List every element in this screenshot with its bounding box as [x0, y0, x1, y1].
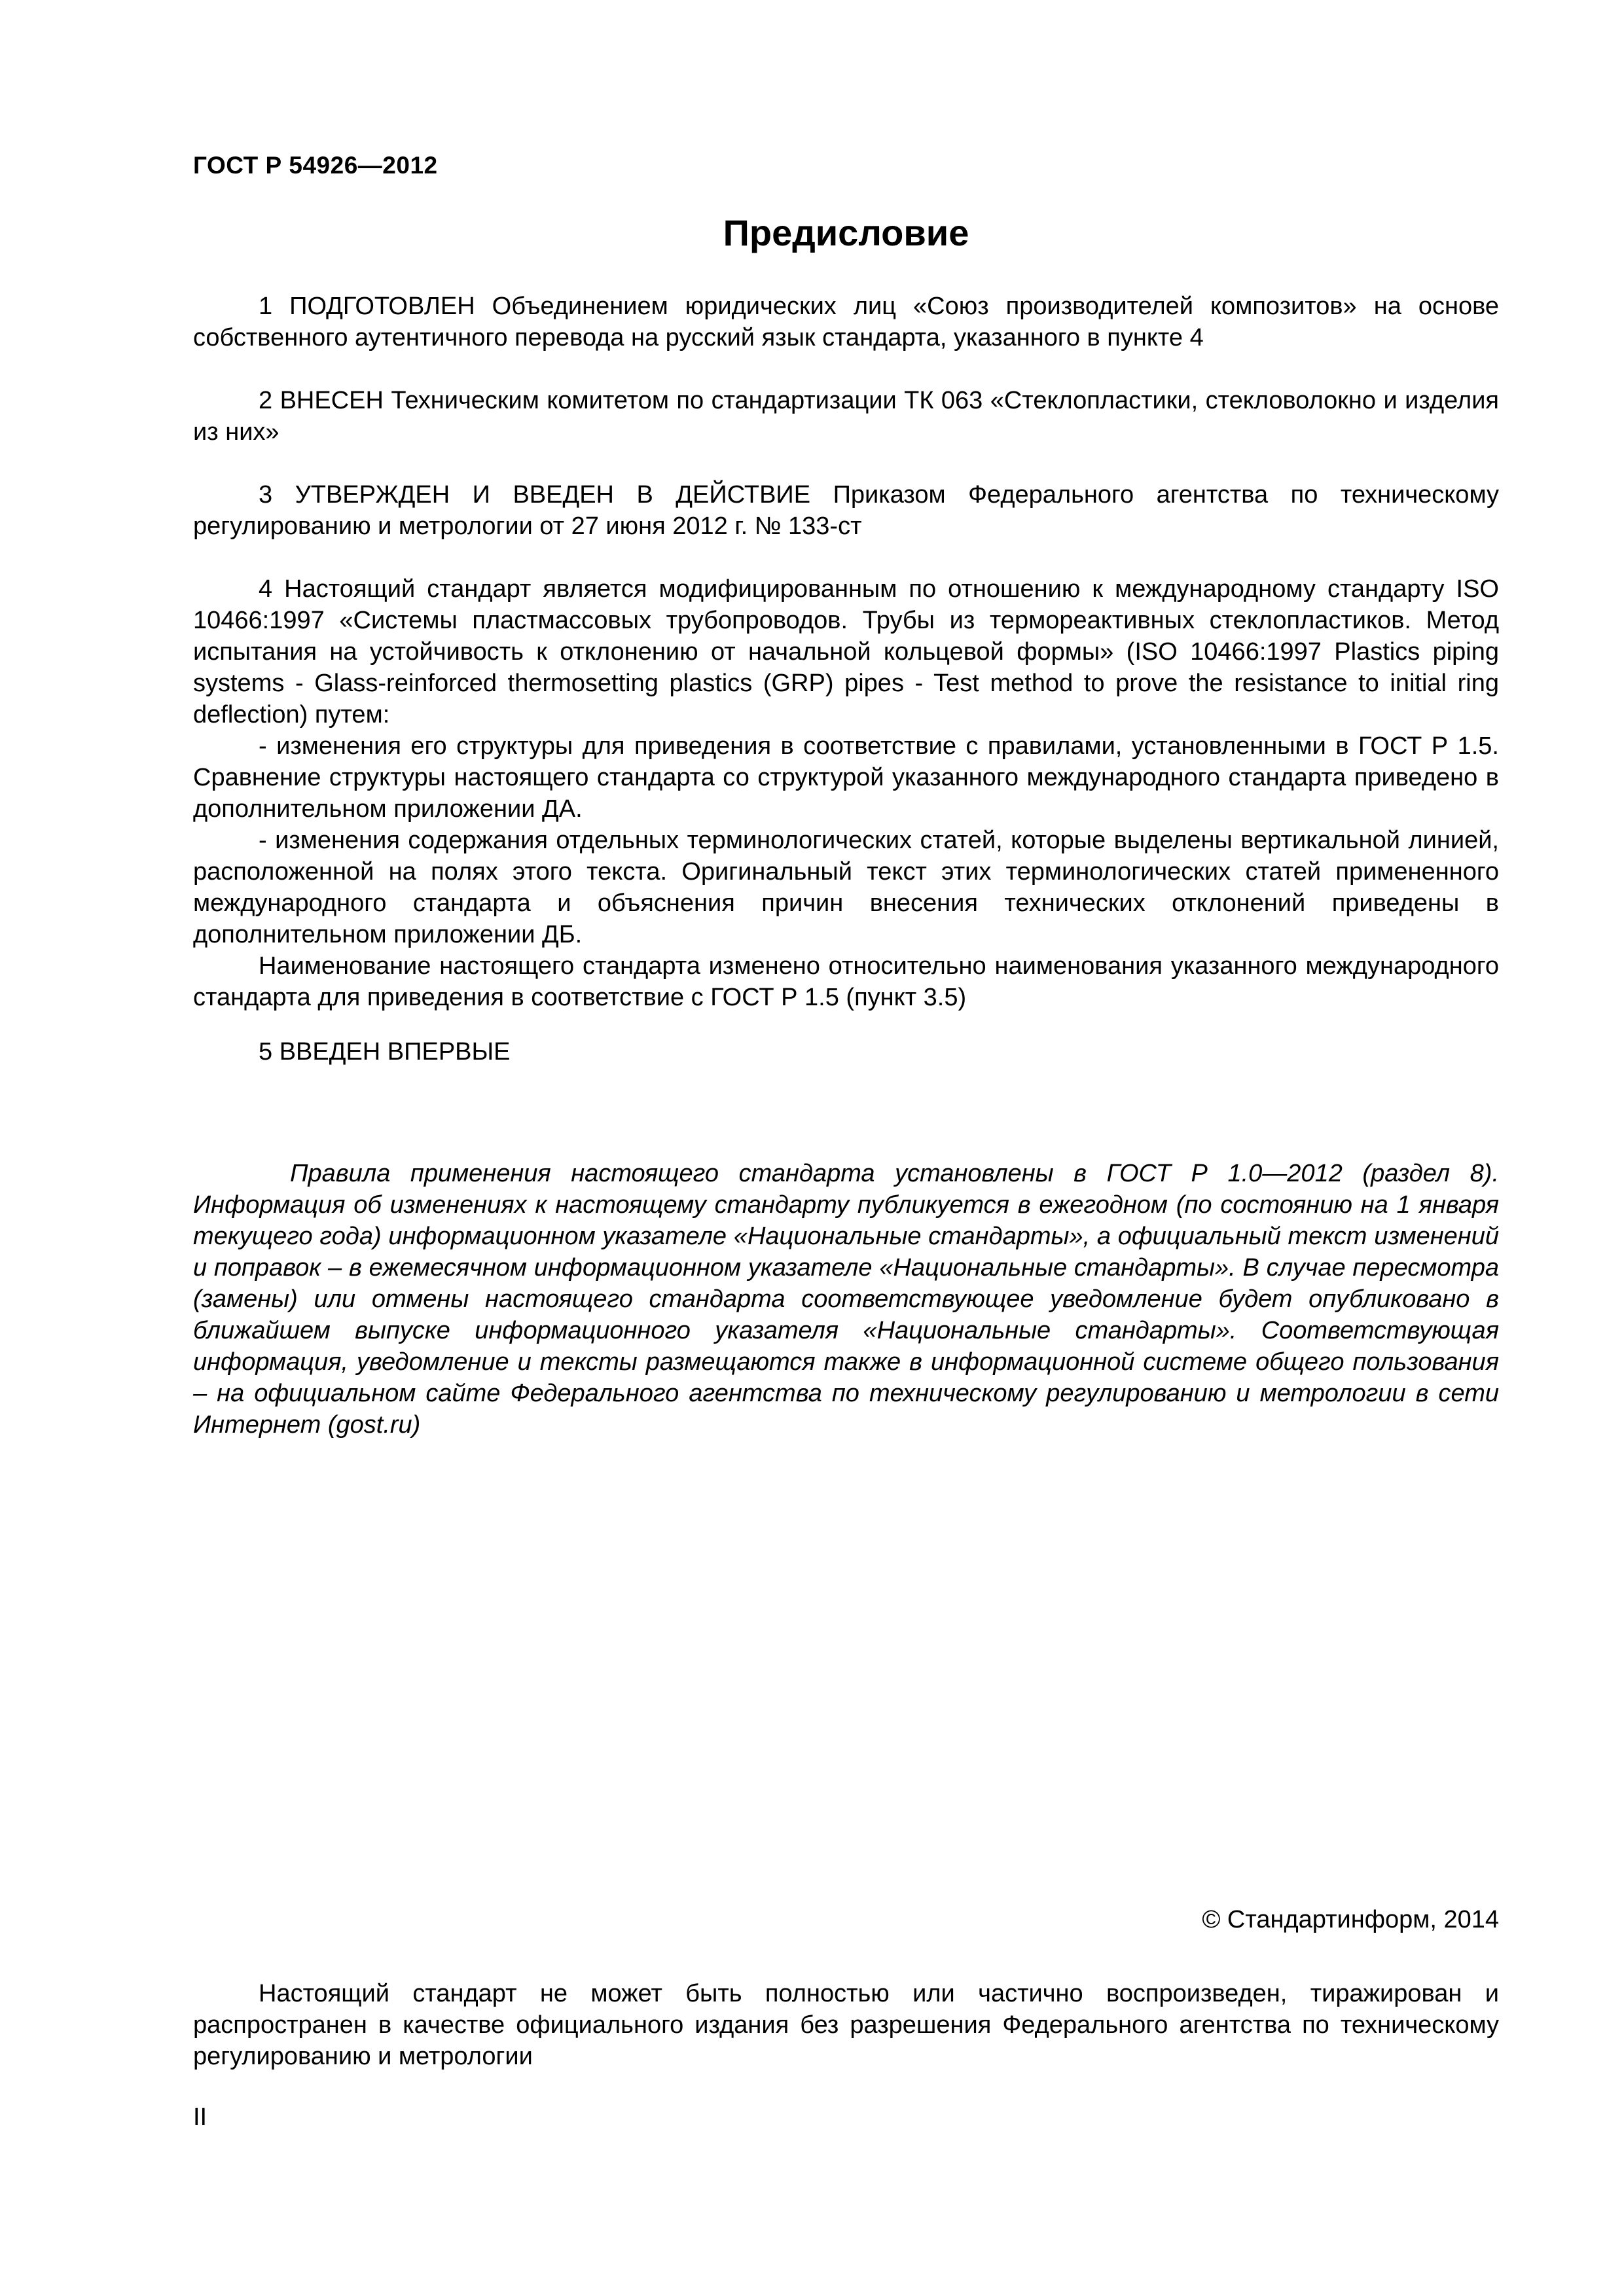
reproduction-notice [193, 1978, 1499, 2072]
copyright-line: © Стандартинформ, 2014 [1202, 1906, 1499, 1933]
section-1-text: 1 ПОДГОТОВЛЕН Объединением юридических лиц «Союз производителей композитов» на основе собственного аутентичного перевода на русский язык стандарта, указанного в пункте 4 [193, 293, 1499, 351]
section-3 [193, 479, 1499, 542]
application-notice [193, 1158, 1499, 1441]
section-5-text: 5 ВВЕДЕН ВПЕРВЫЕ [259, 1038, 511, 1066]
section-5 [193, 1036, 1499, 1067]
section-4-item-structure: - изменения его структуры для приведения в соответствие с правилами, установленными в ГОСТ Р 1.5. Сравнение структуры настоящего стандарта со структурой указанного международного стандарта приведено в дополнительном приложении ДА. [193, 732, 1499, 823]
page-number: II [193, 2104, 208, 2131]
standard-designation: ГОСТ Р 54926—2012 [193, 152, 438, 179]
section-4-intro: 4 Настоящий стандарт является модифицированным по отношению к международному стандарту ISO 10466:1997 «Системы пластмассовых трубопроводов. Трубы из термореактивных стеклопластиков. Метод испытания на устойчивость к отклонению от начальной кольцевой формы» (ISO 10466:1997 Plastics piping systems - Glass-reinforced thermosetting plastics (GRP) pipes - Test method to prove the resistance to initial ring deflection) путем: [193, 575, 1499, 728]
reproduction-notice-text: Настоящий стандарт не может быть полностью или частично воспроизведен, тиражирован и распространен в качестве официального издания без разрешения Федерального агентства по техническому регулированию и метрологии [193, 1980, 1499, 2070]
section-4 [193, 573, 1499, 1013]
section-2 [193, 385, 1499, 448]
page-title: Предисловие [723, 212, 969, 253]
section-4-item-terminology: - изменения содержания отдельных терминологических статей, которые выделены вертикальной линией, расположенной на полях этого текста. Оригинальный текст этих терминологических статей примененного международного стандарта и объяснения причин внесения технических отклонений приведены в дополнительном приложении ДБ. [193, 827, 1499, 948]
section-1 [193, 291, 1499, 353]
section-2-text: 2 ВНЕСЕН Техническим комитетом по стандартизации ТК 063 «Стеклопластики, стекловолокно и изделия из них» [193, 387, 1499, 446]
section-3-text: 3 УТВЕРЖДЕН И ВВЕДЕН В ДЕЙСТВИЕ Приказом Федерального агентства по техническому регулированию и метрологии от 27 июня 2012 г. № 133-ст [193, 481, 1499, 540]
application-notice-text: Правила применения настоящего стандарта установлены в ГОСТ Р 1.0—2012 (раздел 8). Информация об изменениях к настоящему стандарту публикуется в ежегодном (по состоянию на 1 января текущего года) информационном указателе «Национальные стандарты», а официальный текст изменений и поправок – в ежемесячном информационном указателе «Национальные стандарты». В случае пересмотра (замены) или отмены настоящего стандарта соответствующее уведомление будет опубликовано в ближайшем выпуске информационного указателя «Национальные стандарты». Соответствующая информация, уведомление и тексты размещаются также в информационной системе общего пользования – на официальном сайте Федерального агентства по техническому регулированию и метрологии в сети Интернет (gost.ru) [193, 1160, 1499, 1439]
section-4-naming: Наименование настоящего стандарта изменено относительно наименования указанного международного стандарта для приведения в соответствие с ГОСТ Р 1.5 (пункт 3.5) [193, 952, 1499, 1011]
